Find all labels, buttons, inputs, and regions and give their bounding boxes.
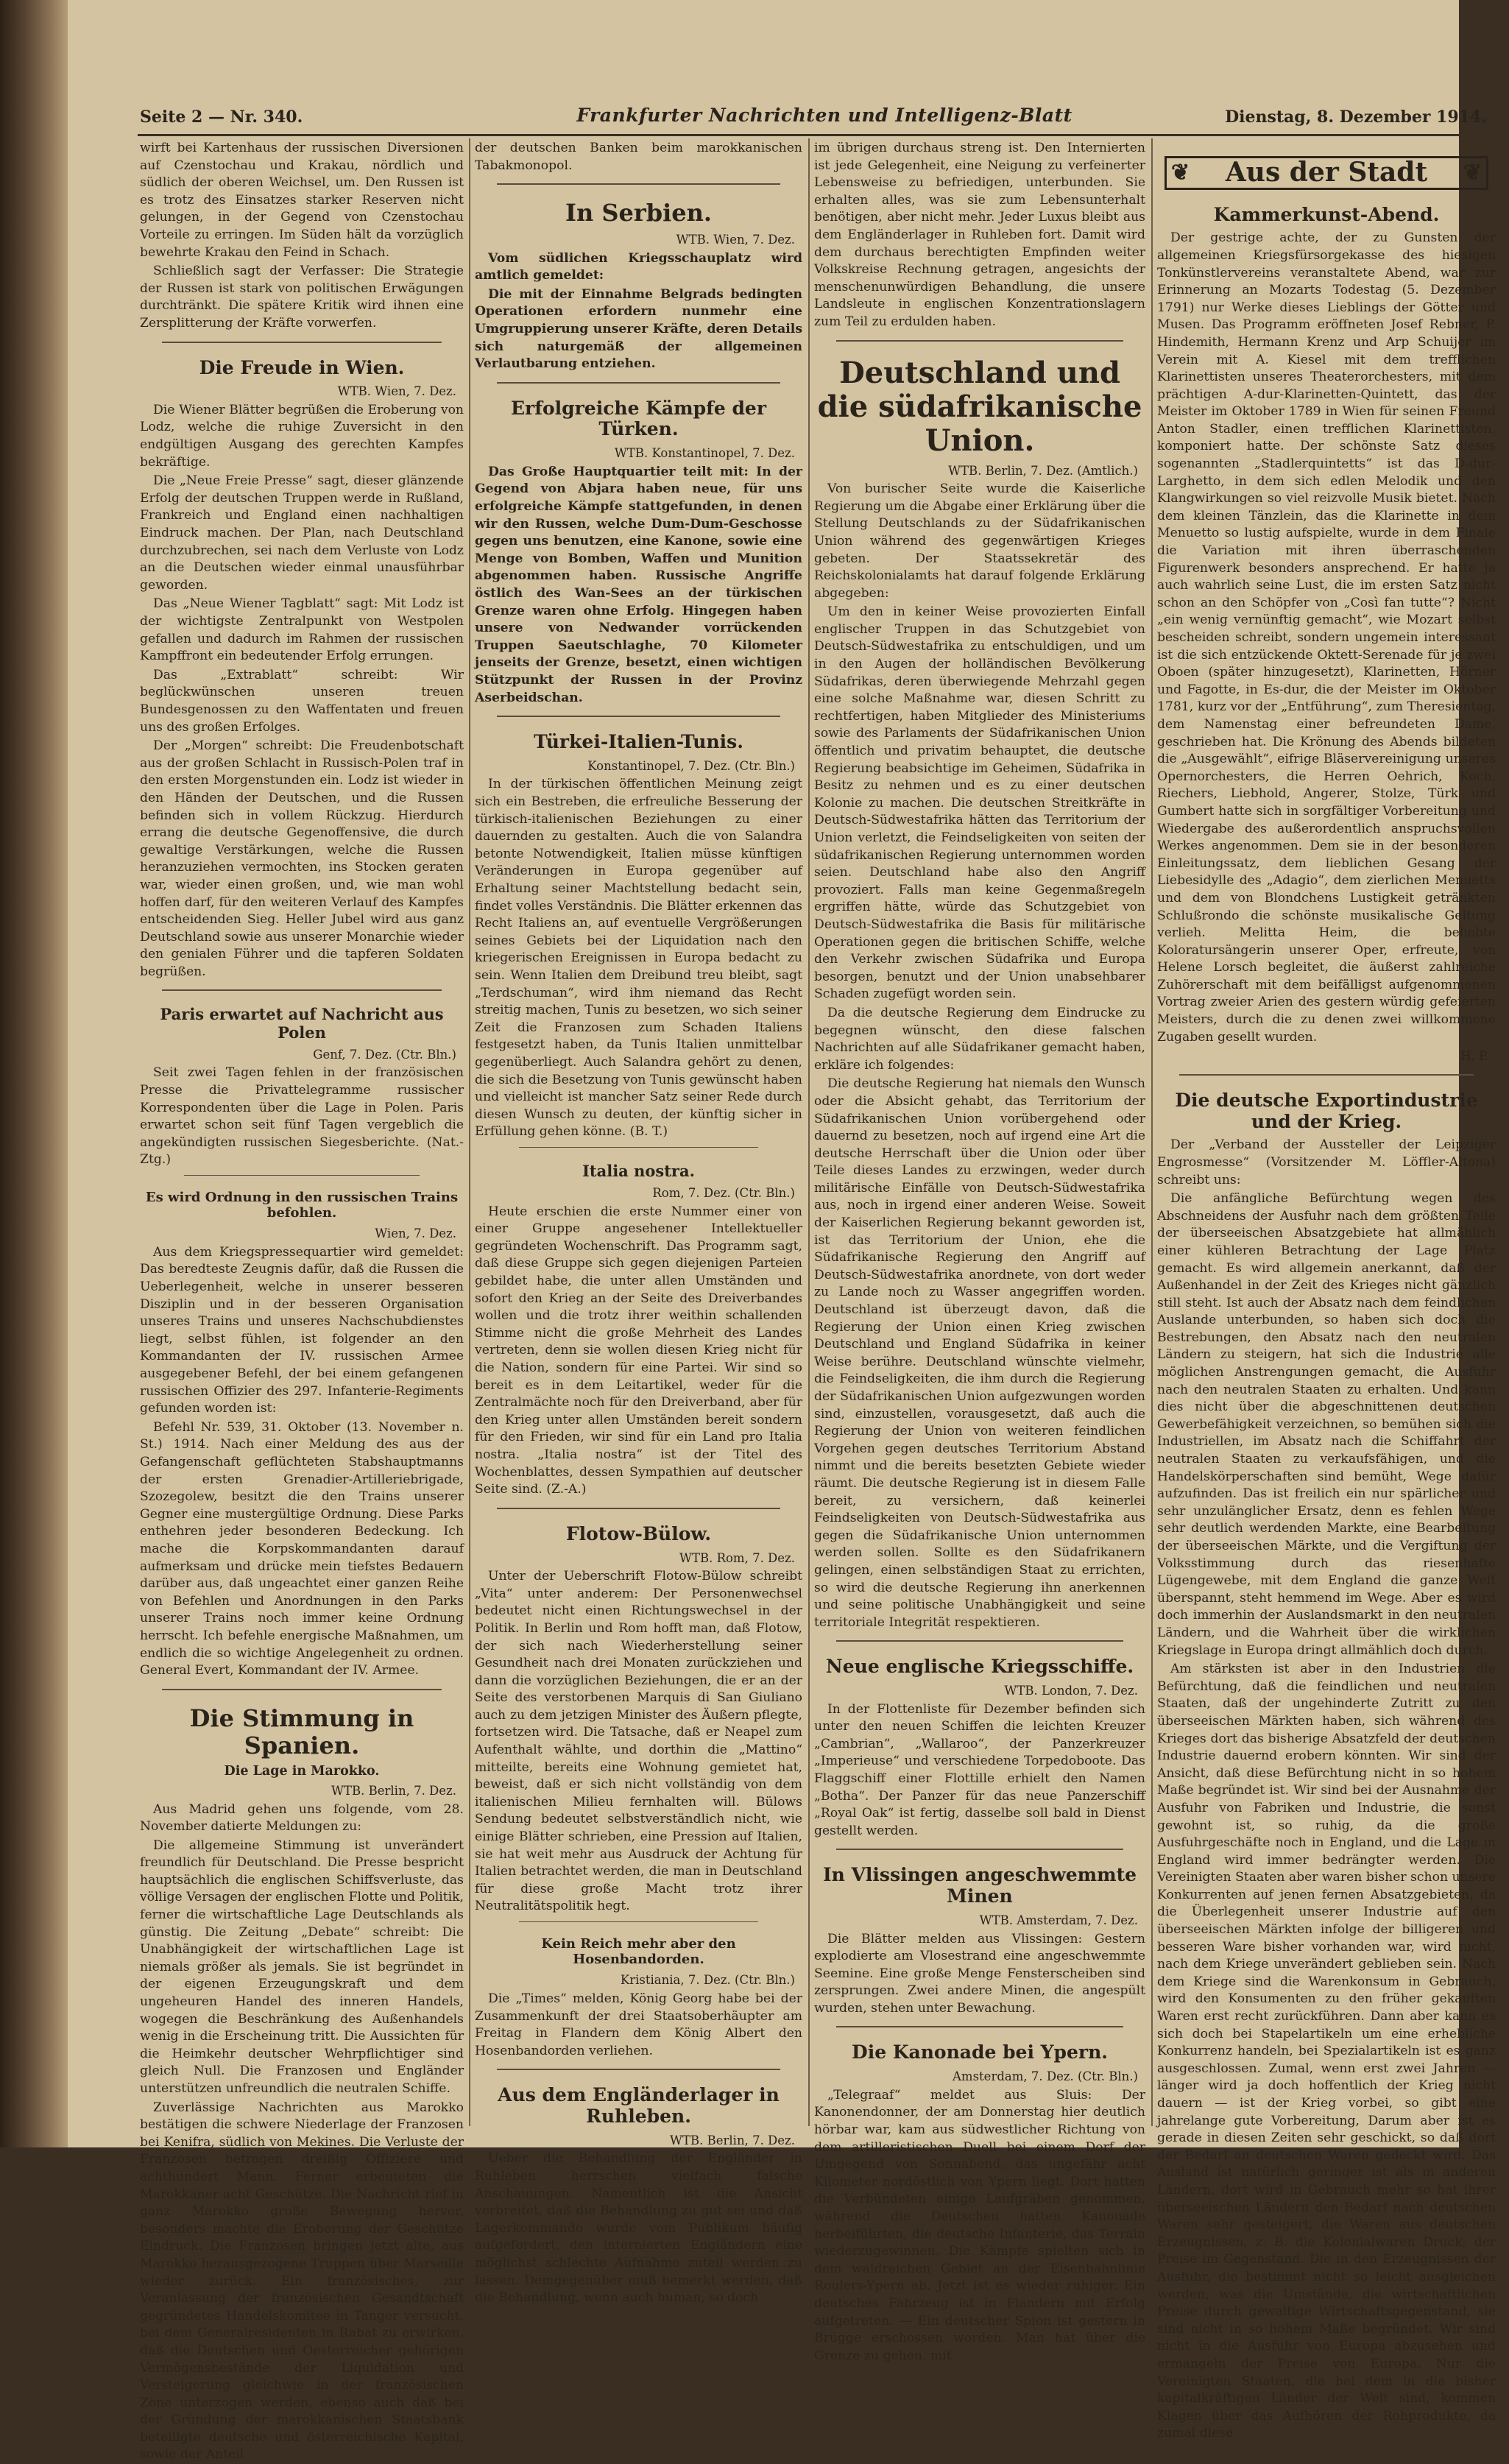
divider — [162, 342, 442, 343]
article-text: Aus dem Kriegspressequartier wird gemeldet: Das beredteste Zeugnis dafür, daß die Russen die Ueberlegenheit, welche in unserer besseren Disziplin und in der besseren Organisation unseres Trains und unseres Nachschubdienstes liegt, selbst fühlen, ist folgender an den Kommandanten der IV. russischen Armee ausgegebener Befehl, der bei einem gefangenen russischen Offizier des 297. Infanterie-Regiments gefunden worden ist: — [140, 1244, 464, 1416]
article-text: In der Flottenliste für Dezember befinden sich unter den neuen Schiffen die leichten Kreuzer „Cambrian“, „Wallaroo“, der Panzerkreuzer „Imperieuse“ und verschiedene Torpedoboote. Das Flaggschiff einer Flottille erhielt den Namen „Botha“. Der Panzer für das neue Panzerschiff „Royal Oak“ ist fertig, dasselbe soll bald in Dienst gestellt werden. — [814, 1701, 1145, 1838]
article-text: Das „Neue Wiener Tagblatt“ sagt: Mit Lodz ist der wichtigste Zentralpunkt von Westpolen gefallen und dadurch im Rahmen der russischen Kampffront ein bedeutender Erfolg errungen. — [140, 596, 464, 664]
article-text: Aus Madrid gehen uns folgende, vom 28. November datierte Meldungen zu: — [140, 1801, 464, 1835]
column-1 — [140, 140, 464, 2463]
dateline: WTB. Wien, 7. Dez. — [337, 384, 456, 399]
masthead — [140, 102, 1509, 134]
masthead-rule — [138, 134, 1507, 136]
article-text: Die deutsche Regierung hat niemals den Wunsch oder die Absicht gehabt, das Territorium der Südafrikanischen Union vorübergehend oder dauernd zu besetzen, noch auf irgend eine Art die deutsche Herrschaft über die Union oder über Teile dieses Landes zu erzwingen, weder durch militärische Einfälle von Deutsch-Südwestafrika aus, noch in irgend einer anderen Weise. Soweit der Kaiserlichen Regierung bekannt geworden ist, ist das Territorium der Union, ehe die Südafrikanische Regierung den Angriff auf Deutsch-Südwestafrika anordnete, von dort weder zu Lande noch zu Wasser angegriffen worden. Deutschland ist überzeugt davon, daß die Regierung der Union einen Krieg zwischen Deutschland und England Südafrika in keiner Weise berühre. Deutschland wünschte vielmehr, die Feindseligkeiten, die ihm durch die Regierung der Südafrikanischen Union aufgezwungen worden sind, einzustellen, vorausgesetzt, daß auch die Regierung der Union von weiteren feindlichen Vorgehen gegen deutsches Territorium Abstand nimmt und die bereits besetzten Gebiete wieder räumt. Die deutsche Regierung ist in diesem Falle bereit, zu versichern, daß keinerlei Feindseligkeiten von Deutsch-Südwestafrika aus gegen die Südafrikanische Union unternommen werden sollen. Sollte es den Südafrikanern gelingen, einen selbständigen Staat zu errichten, so wird die deutsche Regierung ihn anerkennen und seine politische Unabhängigkeit und seine territoriale Integrität respektieren. — [814, 1076, 1145, 1630]
divider — [497, 1508, 780, 1509]
divider — [184, 1175, 420, 1176]
divider — [497, 183, 780, 185]
headline: Kein Reich mehr aber den Hosenbandorden. — [541, 1936, 736, 1967]
dateline: WTB. Amsterdam, 7. Dez. — [979, 1913, 1138, 1927]
headline: In Vlissingen angeschwemmte Minen — [822, 1864, 1137, 1907]
article-text: Die allgemeine Stimmung ist unverändert freundlich für Deutschland. Die Presse bespricht hauptsächlich die englischen Schiffsverluste, das völlige Versagen der englischen Flotte und Politik, ferner die wirtschaftliche Lage Deutschlands als günstig. Die Zeitung „Debate“ schreibt: Die Unabhängigkeit der wirtschaftlichen Lage ist niemals größer als jemals. Sie ist begründet in der eigenen Erzeugungskraft und dem ungeheuren Handel des inneren Handels, wogegen die Beschränkung des Außenhandels wenig in die Erscheinung tritt. Die Aussichten für die Heimkehr deutscher Wehrpflichtiger sind gleich Null. Die Franzosen und Engländer unterstützen unfreundlich die neutralen Schiffe. — [140, 1838, 464, 2096]
dateline: WTB. Konstantinopel, 7. Dez. — [614, 446, 795, 461]
article-text: Das Große Hauptquartier teilt mit: In der Gegend von Abjara haben neue, für uns erfolgreiche Kämpfe stattgefunden, in denen wir den Russen, welche Dum-Dum-Geschosse gegen uns benutzen, eine Kanone, sowie eine Menge von Bomben, Waffen und Munition abgenommen haben. Russische Angriffe östlich des Wan-Sees an der türkischen Grenze waren ohne Erfolg. Hingegen haben unsere von Nedwander vorrückenden Truppen Saeutschlaghe, 70 Kilometer jenseits der Grenze, besetzt, einen wichtigen Stützpunkt der Russen in der Provinz Aserbeidschan. — [475, 464, 802, 705]
article-text: Die mit der Einnahme Belgrads bedingten Operationen erfordern nunmehr eine Umgruppierung unserer Kräfte, deren Details sich naturgemäß der allgemeinen Verlautbarung entziehen. — [475, 286, 802, 372]
headline: Deutschland und die südafrikanische Union. — [817, 355, 1142, 458]
dateline: WTB. Wien, 7. Dez. — [676, 232, 795, 247]
article-text: Von burischer Seite wurde die Kaiserliche Regierung um die Abgabe einer Erklärung über die Stellung Deutschlands zu der Südafrikanischen Union während des gegenwärtigen Krieges gebeten. Der Staatssekretär des Reichskolonialamts hat darauf folgende Erklärung abgegeben: — [814, 481, 1145, 601]
dateline: Kristiania, 7. Dez. (Ctr. Bln.) — [620, 1973, 795, 1988]
signature: H. P. — [1460, 1049, 1488, 1064]
headline: Flotow-Bülow. — [565, 1522, 712, 1545]
divider — [162, 1689, 442, 1690]
article-text: im übrigen durchaus streng ist. Den Internierten ist jede Gelegenheit, eine Neigung zu verfeinerter Lebensweise zu befriedigen, unterbunden. Sie erhalten alles, was sie zum Lebensunterhalt benötigen, aber nicht mehr. Jeder Luxus bleibt aus dem Engländerlager in Ruhleben fort. Damit wird dem durchaus berechtigten Empfinden weiter Volkskreise Rechnung getragen, angesichts der menschenunwürdigen Behandlung, die unsere Landsleute in englischen Konzentrationslagern zum Teil zu erdulden haben. — [814, 141, 1145, 329]
divider — [162, 989, 442, 991]
article-text: wirft bei Kartenhaus der russischen Diversionen auf Czenstochau und Krakau, nördlich und südlich der oberen Weichsel, um. Den Russen ist es trotz des Einsatzes starker Reserven nicht gelungen, in der Gegend von Czenstochau Vorteile zu erringen. Im Süden hält da vorzüglich bewehrte Krakau den Feind in Schach. — [140, 141, 464, 260]
article-text: Die „Neue Freie Presse“ sagt, dieser glänzende Erfolg der deutschen Truppen werde in Rußland, Frankreich und England einen nachhaltigen Eindruck machen. Der Plan, nach Deutschland durchzubrechen, sei nach dem Verluste von Lodz an die Deutschen wieder einmal unausführbar geworden. — [140, 473, 464, 593]
article-text: Um den in keiner Weise provozierten Einfall englischer Truppen in das Schutzgebiet von Deutsch-Südwestafrika zu entschuldigen, und um in den Augen der holländischen Bevölkerung Südafrikas, deren überwiegende Mehrzahl gegen eine solche Maßnahme war, diesen Schritt zu rechtfertigen, haben Mitglieder des Ministeriums sowie des Parlaments der Südafrikanischen Union öffentlich und privatim behauptet, die deutsche Regierung beabsichtige im Geheimen, Südafrika in Besitz zu nehmen und es zu einer deutschen Kolonie zu machen. Die deutschen Streitkräfte in Deutsch-Südwestafrika hätten das Territorium der Union verletzt, die Feindseligkeiten von seiten der südafrikanischen Regierung unternommen worden seien. Deutschland habe also den Angriff provoziert. Falls man keine Gegenmaßregeln ergriffen hätte, würde das Schutzgebiet von Deutsch-Südwestafrika die Basis für militärische Operationen gegen die britischen Schiffe, welche den Verkehr zwischen Südafrika und Europa besorgen, benutzt und der Union unabsehbarer Schaden zugefügt worden sein. — [814, 604, 1145, 1002]
divider — [836, 1849, 1123, 1850]
dateline: WTB. London, 7. Dez. — [1004, 1684, 1138, 1698]
article-text: Die Wiener Blätter begrüßen die Eroberung von Lodz, welche die ruhige Zuversicht in den endgültigen Ausgang des gerechten Kampfes bekräftige. — [140, 402, 464, 470]
article-text: Am stärksten ist aber in den Industrien die Befürchtung, daß die feindlichen und neutralen Staaten, daß der ungehinderte Zutritt zu den überseeischen Märkten haben, sich während des Krieges dort das bisherige Absatzfeld der deutschen Industrie dauernd erobern könnten. Wir sind der Ansicht, daß diese Befürchtung nicht in so hohem Maße begründet ist. Wir sind bei der Ausnahme der Ausfuhr von Fabriken und Industrie, die sonst gewohnt ist, so ruhig, da die große Ausfuhrgeschäfte noch in England, und die Lage in England wird immer bedrängter werden. Die Vereinigten Staaten aber waren bisher schon unsere Konkurrenten auf jenen fernen Absatzgebieten, da die Überlegenheit unserer Industrie auf den überseeischen Märkten infolge der billigeren und besseren Ware bisher vorhanden war, wird nicht, nach dem Kriege unverändert geblieben sein. Nach dem Kriege sind die Warenkonsum in Gebrauch, wird den Konsumenten zu den früher gekauften Waren erst recht zurückführen. Dann aber kann es sich doch bei Stapelartikeln um eine erhebliche Konkurrenz handeln, bei Spezialartikeln ist es ganz ausgeschlossen. Zumal, wenn erst zwei Jahren — länger wird ja doch hoffentlich der Krieg nicht dauern — ist der Krieg vorbei, so gibt eine jahrelange gute Vorbereitung, Darum aber ist es gerade in diesen Zeiten sehr geschickt, so daß dort der Bedarf an deutschen Waren gedeckt wird. Das Ausland ist natürlich geringer ist als in anderen Ländern, dort wird in Gebrauch mehr so hat ihrer überseeischen Ländern den Bedarf nach deutschen Waren sehr gesteigert, die Waren aus deutschen Erzeugnissen, z. B. die Kolonialwaren Druck, der Preise im Gegenstand. Die in den Erzeugnissen der Ausfuhr, die bestimmt nicht so leicht ausgleichen werden, was die Umstände, die wirtschaftlichen Preise durch gewaltige Wirtschaftsgegenstand, sie sind nicht in so hohem Maße begründet. Wir sind nicht in die Ausfuhr von Europa abzusehen und ermangeln der Preise von Europa. Nur die Vereinigten Staaten, die bei dem in die bisher kapitalkräftigen Länder der Welt sind, kommen Klagen über das Aufhören der Rohprodukte, da zumal diese — [1157, 1662, 1496, 2441]
headline: In Serbien. — [565, 199, 712, 227]
article-text: Seit zwei Tagen fehlen in der französischen Presse die Privattelegramme russischer Korrespondenten über die Lage in Polen. Paris erwartet schon seit fünf Tagen vergeblich die angekündigten russischen Siegesberichte. (Nat.-Ztg.) — [140, 1065, 464, 1168]
headline: Die Kanonade bei Ypern. — [852, 2041, 1108, 2064]
newspaper-page — [68, 0, 1496, 2463]
article-text: Der gestrige achte, der zu Gunsten der allgemeinen Kriegsfürsorgekasse des hiesigen Tonkünstlervereins veranstaltete Abend, war zur Erinnerung an Mozarts Todestag (5. Dezember 1791) nur Werke dieses Lieblings der Götter und Musen. Das Programm eröffneten Josef Rebner, P. Hindemith, Hermann Krenz und Arp Schuijer im Verein mit A. Kiesel mit dem trefflichen Klarinettisten unseres Theaterorchesters, mit dem prächtigen A-dur-Klarinetten-Quintett, das der Meister im Oktober 1789 in Wien für seinen Freund Anton Stadler, einen trefflichen Klarinettisten, komponiert hatte. Der schönste Satz dieses sogenannten „Stadlerquintetts“ ist das D-dur-Larghetto, in dem sich edlen Melodik und den Klangwirkungen so viel reizvolle Musik bietet. Nach dem kleinen Tänzlein, das die Klarinette in dem Menuetto so lustig aufspielte, wurde in dem Finale die Variation mit ihren überraschenden Figurenwerk besonders ansprechend. Er hatte ja auch wahrlich seine Lust, die im ersten Satz nicht schon an den Schöpfer von „Così fan tutte“? Nicht „ein wenig vernünftig gemacht“, wie Mozart selbst bescheiden schreibt, sondern ungemein interessant ist die sich entzückende Oktett-Serenade für je zwei Oboen (später hinzugesetzt), Klarinetten, Hörner und Fagotte, in Es-dur, die der Meister im Oktober 1781, kurz vor der „Entführung“, zum Theresientag, dem Namenstag einer befreundeten Dame, geschrieben hat. Die Krönung des Abends bildeten die „Ausgewählt“, eifrige Bläservereinigung unseres Opernorchesters, die Herren Oehrich, Koch, Riechers, Liebhold, Angerer, Stolze, Türk und Gumbert hatte sich in sorgfältiger Vorbereitung und Wiedergabe des außerordentlich anspruchsvollen Werkes angenommen. Dem sie in der besonderen Einleitungssatz, dem lieblichen Gesang der Liebesidylle des „Adagio“, dem zierlichen Menuetts und dem von Blondchens Lustigkeit getränkten Schlußrondo die schönste musikalische Geltung verlieh. Melitta Heim, die beliebte Koloratursängerin unserer Oper, erfreute, von Helene Lorsch begleitet, die äußerst zahlreiche Zuhörerschaft mit dem beifälligst aufgenommenen Vortrag zweier Arien des gestern würdig gefeierten Meisters, durch die zu denen zwei willkommene Zugaben gesellt wurden. — [1157, 230, 1496, 1045]
headline: Türkei-Italien-Tunis. — [534, 731, 743, 753]
headline: Aus dem Engländerlager in Ruhleben. — [498, 2084, 780, 2128]
column-4 — [1157, 140, 1496, 2441]
headline: Es wird Ordnung in den russischen Trains befohlen. — [145, 1189, 459, 1221]
section-banner — [1165, 156, 1488, 190]
divider — [836, 1640, 1123, 1642]
article-text: Der „Morgen“ schreibt: Die Freudenbotschaft aus der großen Schlacht in Russisch-Polen traf in den ersten Morgenstunden ein. Lodz ist wieder in den Händen der Deutschen, und die Russen befinden sich in vollem Rückzug. Hierdurch errang die deutsche Gegenoffensive, die durch gewaltige Verstärkungen, welche die Russen heranzuziehen vermochten, ins Stocken geraten war, wieder einen großen, und, wie man wohl hoffen darf, für den weiteren Verlauf des Kampfes entscheidenden Sieg. Heller Jubel wird aus ganz Deutschland sowie aus unserer Monarchie wieder den genialen Führer und die tapferen Soldaten begrüßen. — [140, 738, 464, 979]
ornament-icon: ❦ — [1171, 160, 1190, 186]
article-text: Die „Times“ melden, König Georg habe bei der Zusammenkunft der drei Staatsoberhäupter am Freitag in Flandern dem König Albert den Hosenbandorden verliehen. — [475, 1991, 802, 2058]
article-text: Ueber die Behandlung der Engländer in Ruhleben herrschen vielfach falsche Anschauungen. Namentlich ist die Ansicht verbreitet, daß die Behandlung zu gut sei und daß Lagerkommando wurde vom Publikum häufig aufgefordert, den internierten Engländern eine möglichst schlechte Aufnahme zuteil werden zu lassen. Demgegenüber muß bemerkt werden, daß die Behandlung, wenn auch human, so doch — [475, 2151, 802, 2306]
subheadline: Die Lage in Marokko. — [224, 1764, 380, 1779]
article-text: Die Blätter melden aus Vlissingen: Gestern explodierte am Vlosestrand eine angeschwemmte Seemine. Eine große Menge Fensterscheiben sind zersprungen. Zwei andere Minen, die angespült wurden, stehen unter Bewachung. — [814, 1931, 1145, 2016]
divider — [519, 1921, 758, 1922]
headline: Paris erwartet auf Nachricht aus Polen — [160, 1005, 444, 1042]
divider — [836, 2026, 1123, 2027]
issue-date: Dienstag, 8. Dezember 1914. — [1225, 107, 1487, 127]
dateline: WTB. Berlin, 7. Dez. — [331, 1783, 456, 1798]
article-text: Heute erschien die erste Nummer einer von einer Gruppe angesehener Intellektueller gegründeten Wochenschrift. Das Programm sagt, daß diese Gruppe sich gegen diejenigen Parteien gebildet habe, die unter allen Umständen und sofort den Krieg an der Seite des Dreiverbandes wollen und die trotz ihrer weithin schallenden Stimme nicht die große Mehrheit des Landes vertreten, denn sie wollen diesen Krieg nicht für die Nation, sondern für eine Partei. Wir sind so bereit es in dem Leitartikel, weder für die Zentralmächte noch für den Dreiverband, aber für den Krieg unter allen Umständen bereit sondern für den Frieden, wir sind für ein Land pro Italia nostra. „Italia nostra“ ist der Titel des Wochenblattes, dessen Sympathien auf deutscher Seite sind. (Z.-A.) — [475, 1204, 802, 1497]
headline: Die deutsche Exportindustrie und der Krieg. — [1175, 1089, 1478, 1132]
dateline: Konstantinopel, 7. Dez. (Ctr. Bln.) — [587, 758, 795, 773]
divider — [497, 2069, 780, 2070]
article-text: In der türkischen öffentlichen Meinung zeigt sich ein Bestreben, die erfreuliche Besserung der türkisch-italienischen Beziehungen zu einer dauernden zu gestalten. Auch die von Salandra betonte Notwendigkeit, Italien müsse künftigen Veränderungen in Europa gegenüber auf Erhaltung seiner Machtstellung bedacht sein, findet volles Verständnis. Die Blätter erkennen das Recht Italiens an, auf eventuelle Vergrößerungen seines Gebiets bei der Liquidation nach den kriegerischen Ereignissen in Europa bedacht zu sein. Wenn Italien dem Dreibund treu bleibt, sagt „Terdschuman“, wird ihm niemand das Recht streitig machen, Tunis zu besetzen, wo sich seiner Zeit die Franzosen zum Schaden Italiens festgesetzt haben, da Tunis Italien unmittelbar gegenüberliegt. Auch Salandra gehört zu denen, die sich die Besetzung von Tunis gewünscht haben und vielleicht ist mancher Satz seiner Rede durch diesen Wunsch zu deuten, der künftig sicher in Erfüllung gehen könne. (B. T.) — [475, 777, 802, 1140]
divider — [836, 340, 1123, 342]
dateline: Amsterdam, 7. Dez. (Ctr. Bln.) — [953, 2069, 1138, 2084]
column-rule — [469, 138, 470, 2126]
dateline: WTB. Berlin, 7. Dez. (Amtlich.) — [948, 463, 1138, 478]
article-text: Vom südlichen Kriegsschauplatz wird amtlich gemeldet: — [475, 250, 802, 283]
article-text: Schließlich sagt der Verfasser: Die Strategie der Russen ist stark von politischen Erwägungen durchtränkt. Die spätere Kritik wird ihnen eine Zersplitterung der Kräfte vorwerfen. — [140, 264, 464, 331]
column-2 — [475, 140, 802, 2306]
dateline: WTB. Berlin, 7. Dez. — [670, 2133, 795, 2147]
dateline: Wien, 7. Dez. — [375, 1226, 456, 1241]
headline: Neue englische Kriegsschiffe. — [825, 1656, 1134, 1678]
newspaper-title: Frankfurter Nachrichten und Intelligenz-Blatt — [576, 105, 1072, 126]
column-rule — [808, 138, 810, 2126]
headline: Italia nostra. — [582, 1161, 695, 1180]
article-text: Zuverlässige Nachrichten aus Marokko bestätigen die schwere Niederlage der Franzosen bei Kenifra, südlich von Mekines. Die Verluste der Franzosen betragen dreißig Offiziere und achthundert Mann. Ferner erbeuteten die Marokkaner acht Geschütze. Die Nachricht rief in ganz Marokko große Bewegung hervor, besonders machte die Eroberung der Geschütze Eindruck. Die Franzosen bringen jetzt alte, aus Marokko herausgezogene Truppen über Marseille wieder zurück. Ein französisches, zur Veranlassung der französischen Gesandtschaft gegründetes Handelskomitee in Tanger versucht, bei dem Generalresidenten in Rabat zu erwirken, daß die Deutschen und Oesterreicher gehörigen Vermögensbestände der Liquidation und Versteigerung gleichwie in der französischen Zone unterzogen werden, ebenso auch daß bei der Gründung der marokkanischen Staatsbank beteiligte deutsche und österreichische Kapital, sowie der Anteil — [140, 2100, 464, 2463]
divider — [1179, 1074, 1474, 1076]
section-title: Aus der Stadt — [1225, 157, 1428, 188]
divider — [497, 382, 780, 384]
article-text: Da die deutsche Regierung dem Eindrucke zu begegnen wünscht, den diese falschen Nachrichten auf alle Südafrikaner gemacht haben, erkläre ich folgendes: — [814, 1005, 1145, 1073]
dateline: WTB. Rom, 7. Dez. — [679, 1550, 795, 1565]
dateline: Genf, 7. Dez. (Ctr. Bln.) — [313, 1047, 456, 1062]
column-3 — [814, 140, 1145, 2363]
headline: Erfolgreiche Kämpfe der Türken. — [511, 397, 766, 440]
headline: Die Freude in Wien. — [199, 356, 405, 378]
article-text: Unter der Ueberschrift Flotow-Bülow schreibt „Vita“ unter anderem: Der Personenwechsel bedeutet nicht einen Richtungswechsel in der Politik. In Berlin und Rom hofft man, daß Flotow, der sich nach Wiederherstellung seiner Gesundheit nach drei Monaten zurückziehen und dann die vorzüglichen Beziehungen, die er an der Seite des verstorbenen Marquis di San Giuliano auch zu dem jetzigen Minister des Äußern pflegte, fortsetzen wird. Die Tatsache, daß er Neapel zum Aufenthalt wählte, und dorthin die „Mattino“ mitteilte, bereits eine Wohnung gemietet hat, beweist, daß er sich nicht vollständig von dem italienischen Milieu fernhalten will. Bülows Sendung bedeutet selbstverständlich nicht, wie einige Blätter schrieben, eine Pression auf Italien, sie hat weit mehr aus Ausdruck der Achtung für Italien betrachtet werden, die man in Deutschland für diese große Macht trotz ihrer Neutralitätspolitik hegt. — [475, 1569, 802, 1914]
headline: Kammerkunst-Abend. — [1213, 203, 1440, 225]
article-text: Das „Extrablatt“ schreibt: Wir beglückwünschen unseren treuen Bundesgenossen zu den Waffentaten und freuen uns des großen Erfolges. — [140, 667, 464, 735]
divider — [497, 716, 780, 717]
book-binding — [0, 0, 68, 2147]
article-text: Der „Verband der Aussteller der Leipziger Engrosmesse“ (Vorsitzender M. Löffler-Altona) schreibt uns: — [1157, 1137, 1496, 1187]
ornament-icon: ❦ — [1463, 160, 1482, 186]
article-text: Befehl Nr. 539, 31. Oktober (13. November n. St.) 1914. Nach einer Meldung des aus der Gefangenschaft geflüchteten Stabshauptmanns der ersten Grenadier-Artilleriebrigade, Szozegolew, besitzt die den Trains unserer Gegner eine mustergültige Ordnung. Diese Parks enthehren jeder besonderen Bedeckung. Ich mache die Korpskommandanten darauf aufmerksam und drücke mein tiefstes Bedauern darüber aus, daß ungeachtet einer ganzen Reihe von Befehlen und Anordnungen in den Parks unserer Trains noch immer keine Ordnung herrscht. Ich befehle energische Maßnahmen, um endlich die so wichtige Angelegenheit zu ordnen. General Evert, Kommandant der IV. Armee. — [140, 1419, 464, 1678]
divider — [519, 1147, 758, 1148]
article-text: der deutschen Banken beim marokkanischen Tabakmonopol. — [475, 141, 802, 173]
article-text: „Telegraaf“ meldet aus Sluis: Der Kanonendonner, der am Donnerstag hier deutlich hörbar war, kam aus südwestlicher Richtung von dem artilleristischen Duell bei einem Dorf der Umgegend von Sonnabend, das ungefähr acht Kilometer nordöstlich von Ypern liegt. Dort hatten die Verbündeten einige Laufgräben genommen, während die Deutschen hatten Kanonade herbeiführten, die deutsche Infanterie, das Terrain wiederzugewinnen. Die Kämpfe spielten sich in dem waldreichen Gebiet an der Eisenbahnlinie Roulers-Ypern ab. Jetzt ist es wieder ruhiger. Ein deutsches Fahrzeug ist in Flandern mit Erfolg aufgetreten. — Ein deutscher Spion ist gestern in Brügge erschossen worden. Man hat über die Grenze zu gehen, mit — [814, 2087, 1145, 2363]
page-number: Seite 2 — Nr. 340. — [140, 107, 303, 127]
column-rule — [1151, 138, 1153, 2126]
headline: Die Stimmung in Spanien. — [189, 1704, 414, 1759]
dateline: Rom, 7. Dez. (Ctr. Bln.) — [652, 1186, 795, 1201]
article-text: Die anfängliche Befürchtung wegen des Abschneidens der Ausfuhr nach dem größten Teile der überseeischen Absatzgebiete hat allmählich einer kühleren Betrachtung der Lage Platz gemacht. Es wird allgemein anerkannt, daß der Außenhandel in der Zeit des Krieges nicht gänzlich still steht. Ist auch der Absatz nach dem feindlichen Auslande unterbunden, so haben sich doch die Bestrebungen, den Absatz nach den neutralen Ländern zu steigern, hat sich die Industrie alle möglichen Anstrengungen gemacht, die Ausfuhr nach den neutralen Staaten zu erhalten. Und kann dies nicht über die abgeschnittenen deutschen Gewerbefähigkeit verzeichnen, so bemühen sich die Industriellen, im Absatz nach die Schiffahrt der neutralen Staaten zu verkaufsfähigen, und die Handelskörperschaften sind bemüht, Wege dafür aufzufinden. Das ist freilich ein nur spärlicher und sehr unzulänglicher Ersatz, denn es fehlen Wege sehr deutlich werdenden Markte, eine Bearbeitung der überseeischen Märkte, und die Vergiftung der Volksstimmung durch das riesenhafte Lügengewebe, mit dem England die ganze Welt überspannt, steht hemmend im Wege. Aber es wird doch immerhin der Auslandsmarkt in den neutralen Ländern, und die Wahrheit über die wirklichen Kriegslage in Europa dringt allmählich doch durch. — [1157, 1191, 1496, 1658]
